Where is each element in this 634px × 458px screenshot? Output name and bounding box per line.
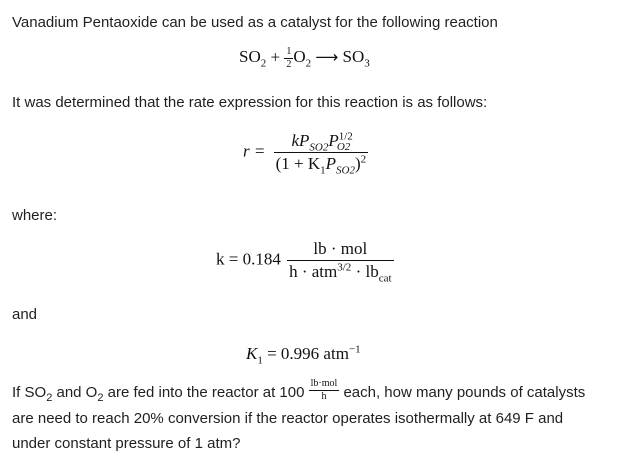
- and-label: and: [12, 306, 38, 323]
- rate-numerator: $kP_{SO2}P^{1/2}_{O2}$: [291, 130, 353, 154]
- question-line-3: under constant pressure of 1 atm?: [12, 435, 241, 452]
- question-line-2: are need to reach 20% conversion if the reactor operates isothermally at 649 F and: [12, 410, 564, 427]
- reaction-equation: [239, 47, 370, 70]
- intro-text: Vanadium Pentaoxide can be used as a catalyst for the following reaction: [12, 14, 498, 31]
- where-label: where:: [12, 207, 58, 224]
- reactant-so2: $SO_2$: [239, 47, 267, 70]
- product-so3: $SO_3$: [342, 47, 370, 70]
- k-units-denominator: $h \cdot atm^{3/2} \cdot lb_{cat}$: [289, 261, 392, 285]
- rate-lhs: r =: [243, 141, 266, 161]
- reactant-o2: $O_2$: [293, 47, 312, 70]
- question-line-1: If $SO_2$ and $O_2$ are fed into the reactor at 100 $\frac{\text{lb·mol}}{h}$ each, how many pounds of catalysts: [12, 377, 586, 404]
- k-lhs: k = 0.184: [216, 249, 281, 269]
- feed-rate-unit: $\frac{\text{lb·mol}}{h}$: [310, 377, 338, 402]
- rate-fraction: [274, 130, 369, 177]
- coefficient-half: $\frac{1}{2}$: [286, 46, 292, 70]
- plus-sign: +: [270, 47, 281, 67]
- k-equation: [216, 239, 394, 285]
- k1-equation: $K_1 = 0.996$ atm$^{-1}$: [246, 343, 361, 367]
- rate-denominator: $(1 + K_1P_{SO2})^2$: [275, 153, 367, 177]
- rate-expression: [243, 130, 368, 177]
- reaction-arrow: ⟶: [315, 47, 339, 67]
- k-units-numerator: lb · mol: [313, 239, 368, 258]
- rate-intro-text: It was determined that the rate expression for this reaction is as follows:: [12, 94, 488, 111]
- k-units-fraction: [287, 239, 393, 285]
